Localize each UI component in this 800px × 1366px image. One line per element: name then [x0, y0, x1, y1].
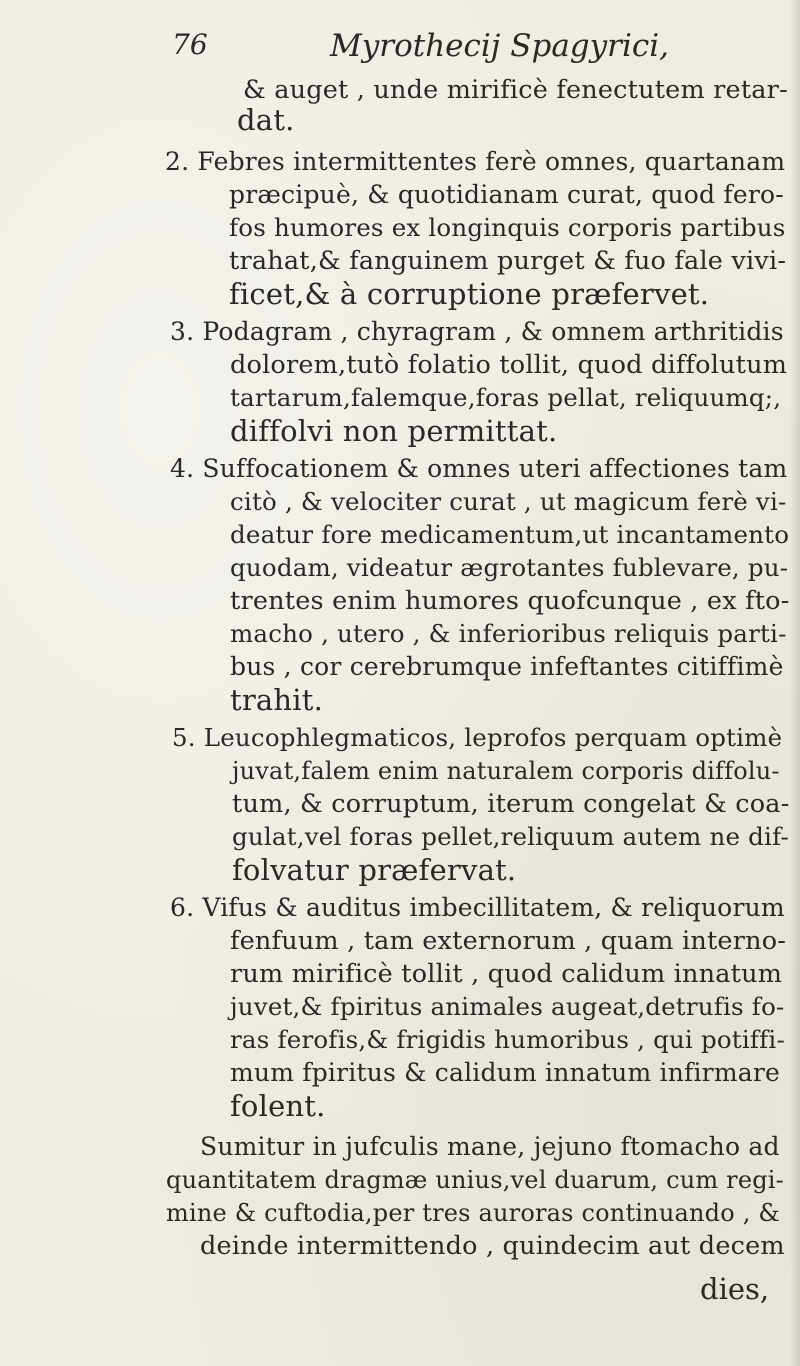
text-line: mine & cuftodia,per tres auroras continuando , & [166, 1199, 780, 1227]
text-line: dat. [237, 103, 295, 137]
text-line: trahit. [230, 683, 324, 717]
text-line: diffolvi non permittat. [230, 414, 558, 448]
text-line: bus , cor cerebrumque infeftantes citiffimè [230, 652, 784, 681]
text-line: gulat,vel foras pellet,reliquum autem ne dif- [232, 822, 789, 851]
running-title: Myrothecij Spagyrici, [330, 28, 670, 64]
text-line: mum fpiritus & calidum innatum infirmare [230, 1058, 780, 1087]
text-line: juvet,& fpiritus animales augeat,detrufis fo- [230, 992, 785, 1021]
text-line: ficet,& à corruptione præfervet. [229, 277, 710, 311]
text-line: 2. Febres intermittentes ferè omnes, quartanam [165, 147, 786, 176]
text-line: trentes enim humores quofcunque , ex fto- [230, 586, 790, 616]
text-line: macho , utero , & inferioribus reliquis parti- [230, 619, 787, 648]
text-line: tartarum,falemque,foras pellat, reliquumq;, [230, 383, 782, 412]
text-line: 5. Leucophlegmaticos, leprofos perquam optimè [172, 723, 783, 752]
text-line: deinde intermittendo , quindecim aut decem [200, 1231, 785, 1261]
text-line: Sumitur in jufculis mane, jejuno ftomacho ad [200, 1132, 780, 1161]
text-line: 6. Vifus & auditus imbecillitatem, & reliquorum [170, 893, 785, 922]
text-line: deatur fore medicamentum,ut incantamento [230, 520, 790, 549]
text-line: & auget , unde mirificè fenectutem retar- [243, 75, 788, 105]
text-line: folent. [230, 1089, 326, 1123]
catchword: dies, [700, 1272, 770, 1306]
text-line: fos humores ex longinquis corporis partibus [229, 213, 786, 242]
page-number: 76 [172, 28, 208, 61]
text-line: quantitatem dragmæ unius,vel duarum, cum regi- [166, 1166, 784, 1194]
text-line: præcipuè, & quotidianam curat, quod fero- [229, 180, 784, 209]
text-line: citò , & velociter curat , ut magicum ferè vi- [230, 487, 787, 516]
text-line: tum, & corruptum, iterum congelat & coa- [232, 789, 790, 819]
text-line: fenfuum , tam externorum , quam interno- [230, 926, 787, 956]
text-line: quodam, videatur ægrotantes fublevare, pu- [230, 553, 789, 582]
text-line: 3. Podagram , chyragram , & omnem arthritidis [170, 317, 784, 346]
text-line: trahat,& fanguinem purget & fuo fale vivi- [229, 246, 787, 276]
text-line: folvatur præfervat. [232, 853, 517, 887]
text-line: dolorem,tutò folatio tollit, quod diffolutum [230, 350, 788, 380]
text-line: ras ferofis,& frigidis humoribus , qui potiffi- [230, 1025, 785, 1054]
page-edge-shadow [790, 0, 800, 1366]
text-line: juvat,falem enim naturalem corporis diffolu- [232, 757, 780, 785]
text-line: rum mirificè tollit , quod calidum innatum [230, 959, 783, 989]
text-line: 4. Suffocationem & omnes uteri affectiones tam [170, 454, 788, 483]
